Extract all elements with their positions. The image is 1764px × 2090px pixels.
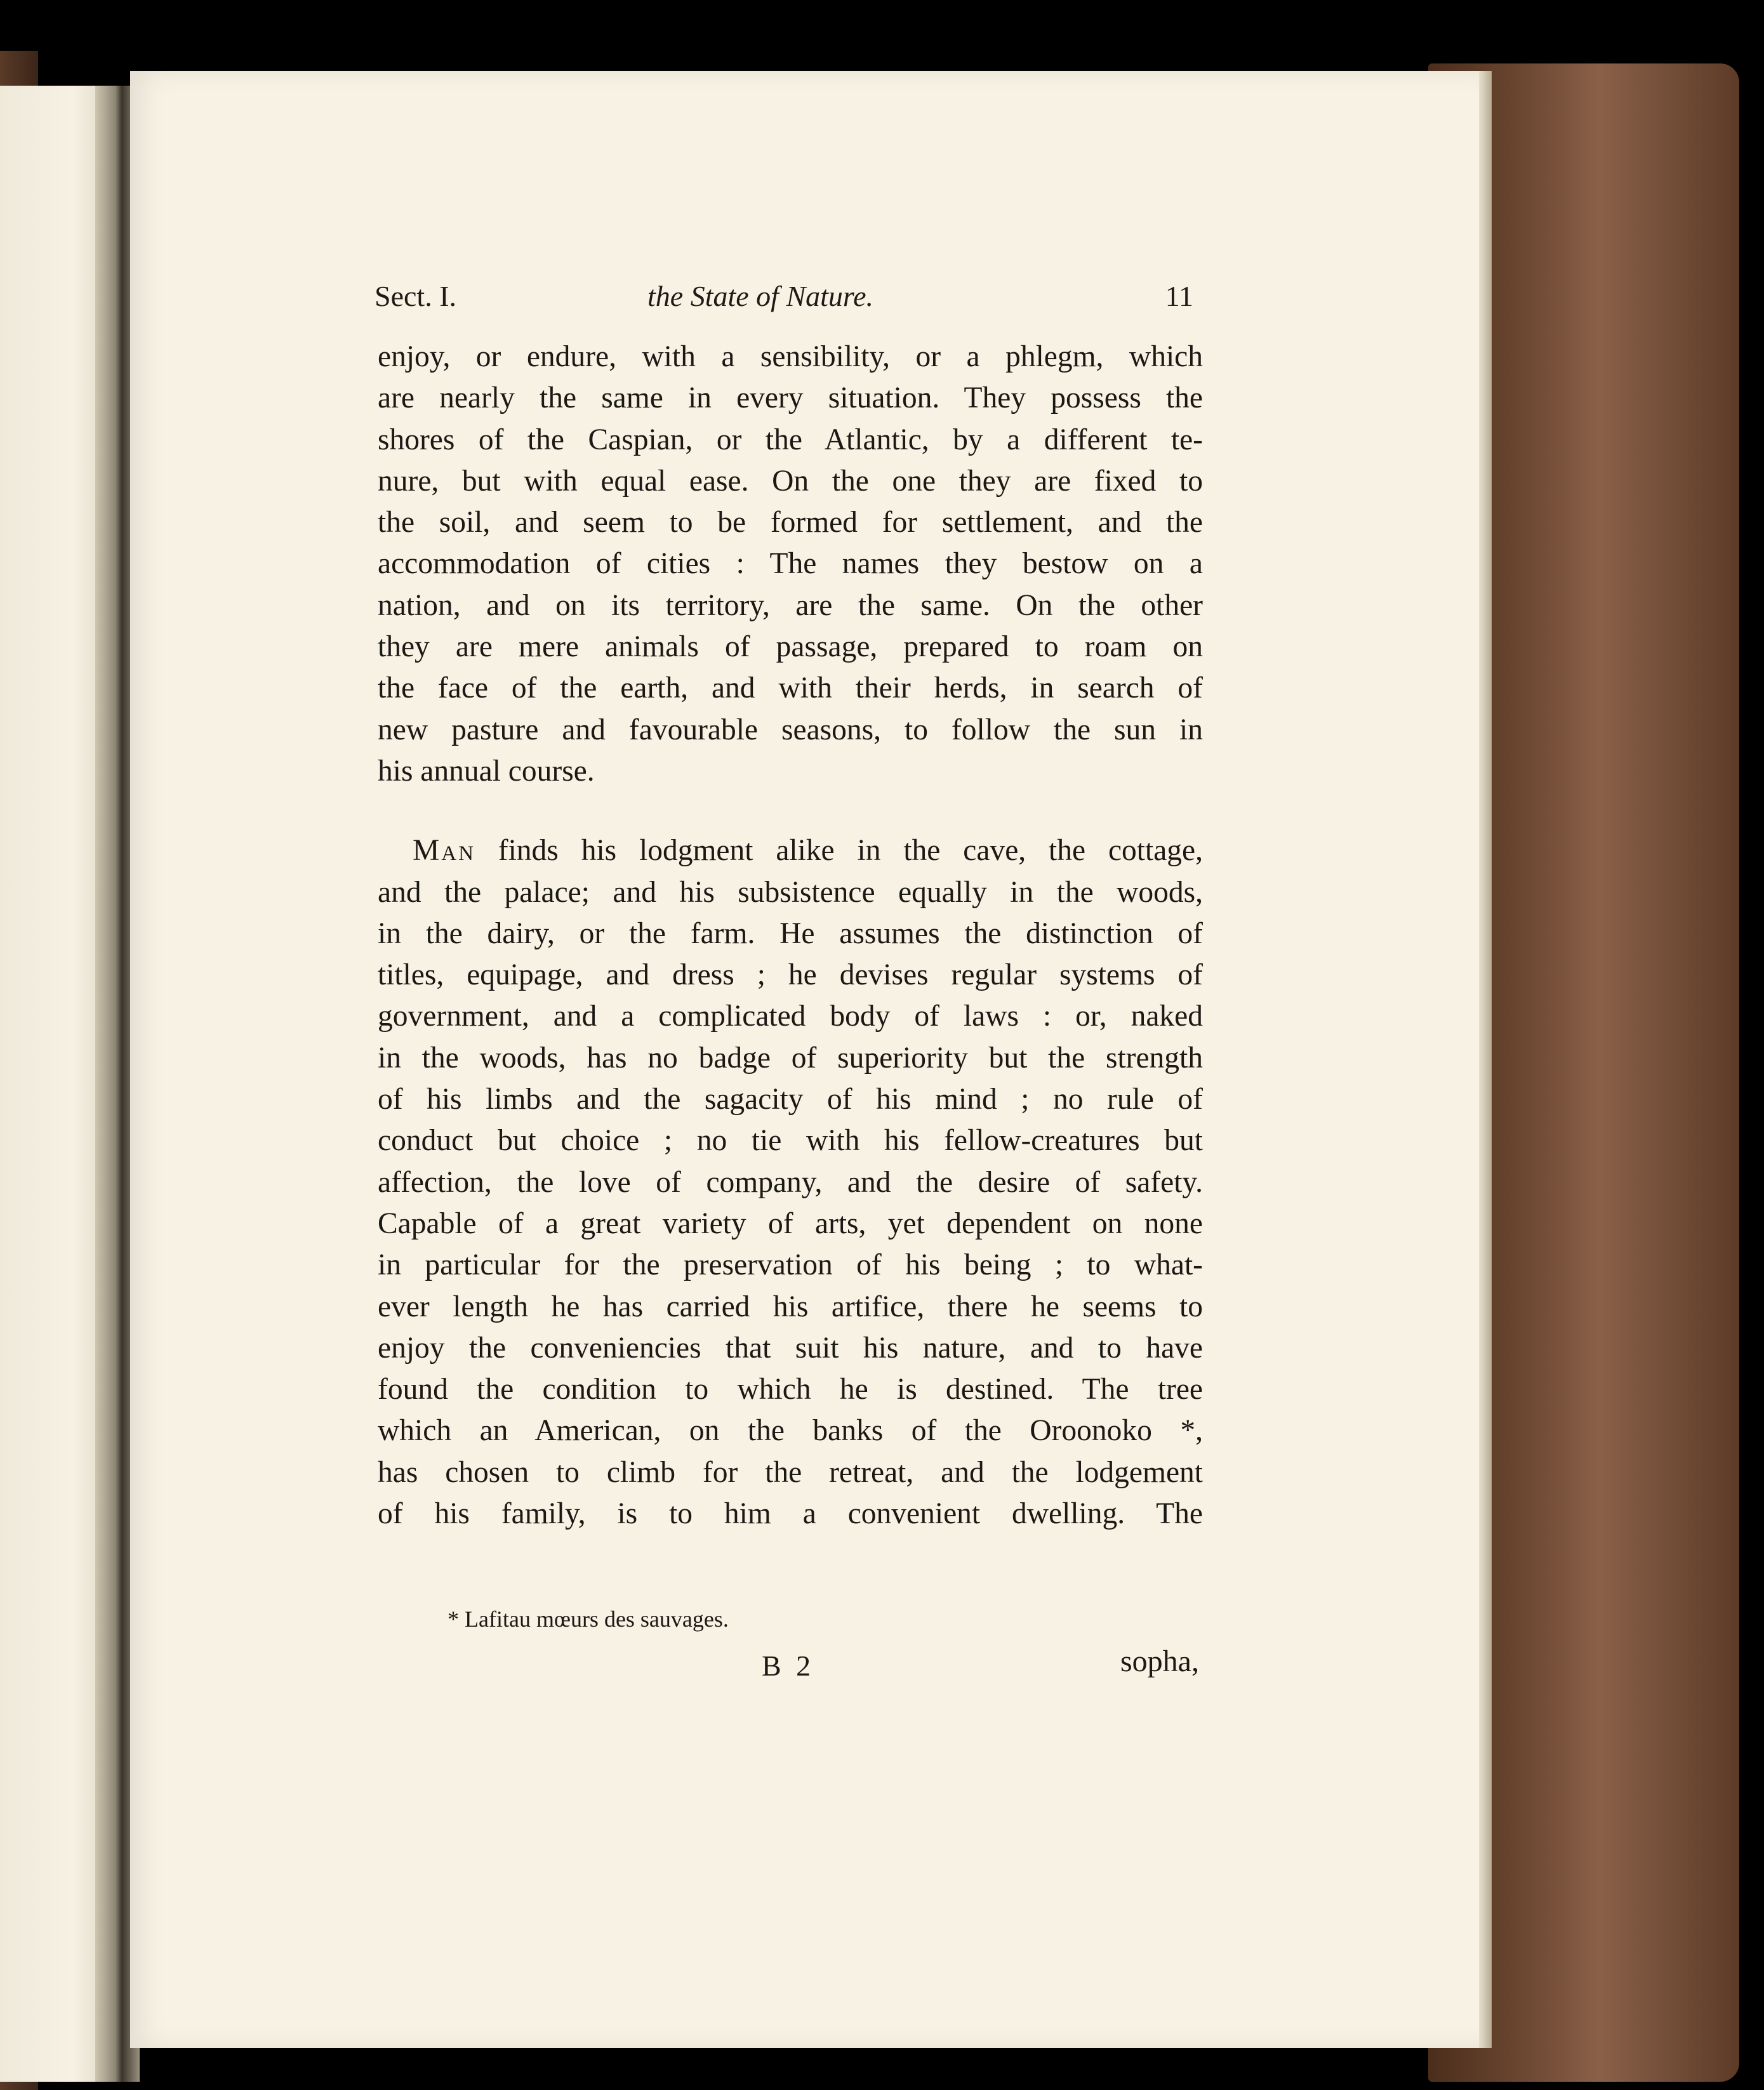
lead-word: Man (413, 834, 475, 868)
text-line: the face of the earth, and with their herds, in search of (378, 671, 1203, 705)
text-line: which an American, on the banks of the Oroonoko *, (378, 1414, 1203, 1448)
text-line: has chosen to climb for the retreat, and the lodgement (378, 1455, 1203, 1489)
text-line: they are mere animals of passage, prepared to roam on (378, 630, 1203, 664)
text-line: and the palace; and his subsistence equally in the woods, (378, 875, 1203, 909)
text-line: titles, equipage, and dress ; he devises regular systems of (378, 958, 1203, 992)
footnote: * Lafitau mœurs des sauvages. (448, 1606, 729, 1632)
text-line: shores of the Caspian, or the Atlantic, by a different te- (378, 423, 1203, 456)
running-header (375, 279, 1193, 324)
text-line: ever length he has carried his artifice, there he seems to (378, 1290, 1203, 1323)
page-number: 11 (1165, 280, 1193, 312)
paragraph-gap (378, 792, 1203, 830)
page-edge (1479, 71, 1492, 2048)
text-line: in the woods, has no badge of superiority but the strength (378, 1041, 1203, 1075)
text-line-rest: finds his lodgment alike in the cave, the cottage, (475, 834, 1203, 868)
text-line: the soil, and seem to be formed for settlement, and the (378, 506, 1203, 539)
text-line: in particular for the preservation of his being ; to what- (378, 1248, 1203, 1282)
text-line: his annual course. (378, 754, 595, 788)
signature-mark: B 2 (762, 1650, 815, 1682)
running-title: the State of Nature. (647, 280, 874, 312)
text-line-first (378, 830, 1203, 871)
text-line: conduct but choice ; no tie with his fellow-creatures but (378, 1124, 1203, 1158)
text-line: are nearly the same in every situation. They possess the (378, 381, 1203, 415)
text-line: of his limbs and the sagacity of his mind ; no rule of (378, 1083, 1203, 1116)
text-line: enjoy the conveniencies that suit his nature, and to have (378, 1331, 1203, 1365)
body-text (378, 336, 1203, 1535)
text-line: nure, but with equal ease. On the one they are fixed to (378, 464, 1203, 498)
catchword: sopha, (1120, 1644, 1199, 1678)
paragraph-2 (378, 830, 1203, 1535)
text-line: government, and a complicated body of laws : or, naked (378, 1000, 1203, 1033)
text-line: Capable of a great variety of arts, yet dependent on none (378, 1207, 1203, 1240)
text-line: in the dairy, or the farm. He assumes the distinction of (378, 916, 1203, 950)
section-label: Sect. I. (375, 280, 457, 312)
text-line: new pasture and favourable seasons, to follow the sun in (378, 713, 1203, 746)
text-line: found the condition to which he is destined. The tree (378, 1373, 1203, 1406)
text-line: accommodation of cities : The names they bestow on a (378, 547, 1203, 581)
text-line: enjoy, or endure, with a sensibility, or a phlegm, which (378, 340, 1203, 373)
text-line: of his family, is to him a convenient dwelling. The (378, 1497, 1203, 1531)
text-line: affection, the love of company, and the desire of safety. (378, 1165, 1203, 1199)
text-line: nation, and on its territory, are the same. On the other (378, 588, 1203, 622)
paragraph-1 (378, 336, 1203, 792)
